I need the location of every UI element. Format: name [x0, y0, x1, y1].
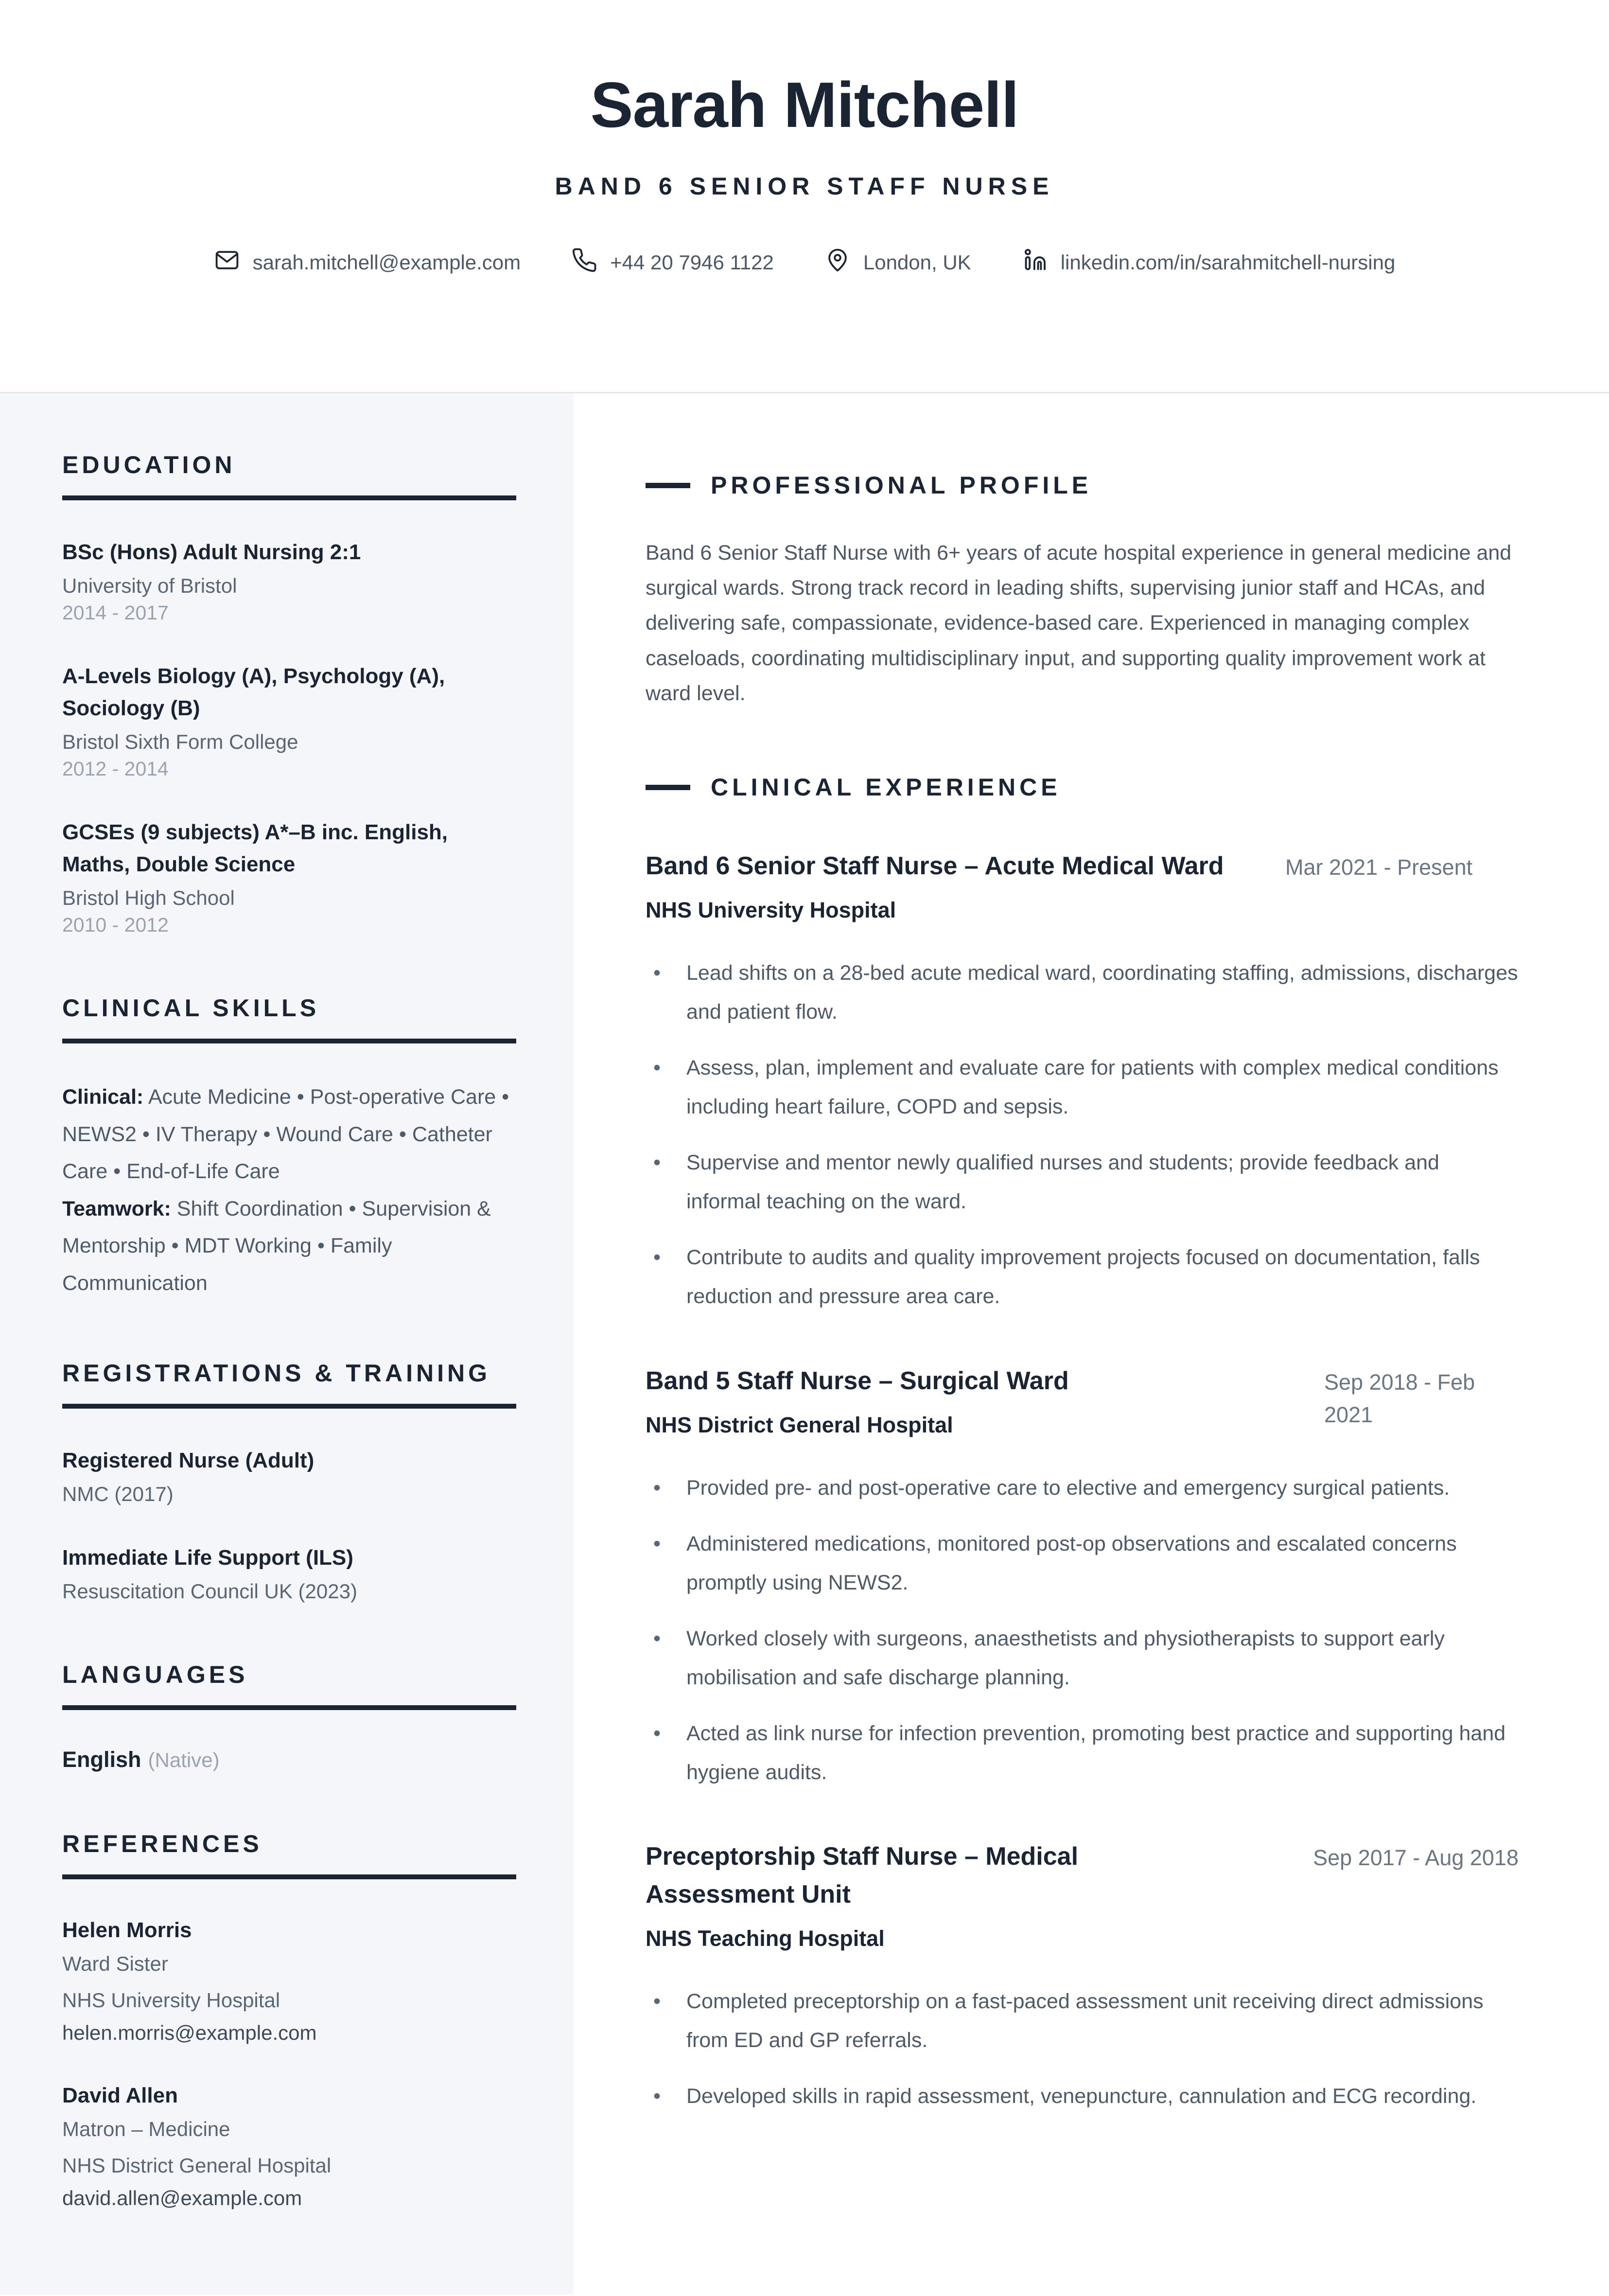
skills-group-teamwork [62, 1190, 516, 1302]
candidate-name: Sarah Mitchell [590, 69, 1019, 141]
section-registrations [62, 1359, 516, 1603]
candidate-title: BAND 6 SENIOR STAFF NURSE [555, 173, 1054, 200]
reference-email: david.allen@example.com [62, 2186, 302, 2209]
contact-location [824, 247, 971, 278]
job-dates: Sep 2018 - Feb 2021 [1324, 1369, 1475, 1428]
job-bullets [646, 1982, 1519, 2116]
job-bullet: • Completed preceptorship on a fast-paced assessment unit receiving direct admissions from ED and GP referrals. [646, 1982, 1519, 2060]
section-education [62, 451, 516, 936]
job-company: NHS District General Hospital [646, 1412, 953, 1437]
education-org: University of Bristol [62, 574, 237, 597]
reference-role: Matron – Medicine [62, 2117, 230, 2140]
job-company: NHS University Hospital [646, 898, 896, 923]
location-pin-icon [824, 247, 851, 278]
registration-org: Resuscitation Council UK (2023) [62, 1580, 357, 1603]
profile-heading: PROFESSIONAL PROFILE [711, 472, 1092, 499]
contact-email [214, 247, 521, 278]
section-rule [62, 1874, 516, 1879]
contact-email-text: sarah.mitchell@example.com [252, 251, 521, 274]
main-column [574, 393, 1609, 2295]
languages-heading: LANGUAGES [62, 1661, 248, 1689]
references-heading: REFERENCES [62, 1830, 262, 1858]
education-title: A-Levels Biology (A), Psychology (A), Sociology (B) [62, 664, 445, 720]
education-dates: 2014 - 2017 [62, 601, 169, 624]
job-bullet: • Provided pre- and post-operative care to elective and emergency surgical patients. [646, 1469, 1519, 1508]
reference-role: Ward Sister [62, 1952, 168, 1976]
section-languages [62, 1660, 516, 1772]
skills-text [62, 1078, 516, 1302]
job-bullet: • Acted as link nurse for infection prevention, promoting best practice and supporting hand hygiene audits. [646, 1714, 1519, 1792]
reference-org: NHS University Hospital [62, 1989, 280, 2012]
section-experience [646, 773, 1519, 2116]
linkedin-icon [1022, 247, 1048, 278]
job-bullet: • Worked closely with surgeons, anaesthetists and physiotherapists to support early mobilisation and safe discharge planning. [646, 1620, 1519, 1697]
phone-icon [571, 247, 597, 278]
reference-email: helen.morris@example.com [62, 2021, 317, 2044]
job-bullet: • Administered medications, monitored post-op observations and escalated concerns promptly using NEWS2. [646, 1525, 1519, 1602]
registration-item [62, 1542, 516, 1603]
section-rule [62, 1404, 516, 1409]
job-entry [646, 1837, 1519, 2116]
education-item [62, 660, 516, 780]
resume-body [0, 393, 1609, 2295]
contact-phone [571, 247, 774, 278]
registration-item [62, 1445, 516, 1506]
contact-location-text: London, UK [863, 251, 971, 274]
language-name: English [62, 1747, 141, 1772]
reference-name: Helen Morris [62, 1918, 192, 1943]
heading-dash [646, 785, 690, 790]
skills-group-clinical [62, 1078, 516, 1190]
resume-header [0, 0, 1609, 393]
job-dates: Sep 2017 - Aug 2018 [1313, 1845, 1519, 1871]
section-clinical-skills [62, 994, 516, 1302]
education-title: BSc (Hons) Adult Nursing 2:1 [62, 540, 361, 564]
job-bullet: • Contribute to audits and quality improvement projects focused on documentation, falls reduction and pressure area care. [646, 1238, 1519, 1316]
education-heading: EDUCATION [62, 451, 236, 478]
sidebar [0, 393, 574, 2295]
job-bullet: • Supervise and mentor newly qualified nurses and students; provide feedback and informal teaching on the ward. [646, 1144, 1519, 1221]
skills-label: Clinical: [62, 1085, 144, 1109]
education-item [62, 536, 516, 624]
job-title-block [646, 1362, 1229, 1438]
profile-text: Band 6 Senior Staff Nurse with 6+ years of acute hospital experience in general medicine and surgical wards. Strong track record in leading shifts, supervising junior staff and HCAs, and delivering safe, compassionate, evidence-based care. Experienced in managing complex caseloads, coordinating multidisciplinary input, and supporting quality improvement work at ward level. [646, 541, 1512, 705]
registration-title: Registered Nurse (Adult) [62, 1448, 315, 1473]
reference-item [62, 1918, 516, 2045]
registration-org: NMC (2017) [62, 1483, 174, 1506]
job-title-block [646, 1837, 1229, 1951]
job-dates: Mar 2021 - Present [1285, 855, 1473, 880]
section-rule [62, 1039, 516, 1043]
job-entry [646, 1362, 1519, 1792]
skills-list: Shift Coordination • Supervision & Mentorship • MDT Working • Family Communication [62, 1197, 491, 1295]
registration-title: Immediate Life Support (ILS) [62, 1546, 353, 1570]
mail-icon [214, 247, 240, 278]
job-bullets [646, 1469, 1519, 1792]
registrations-heading: REGISTRATIONS & TRAINING [62, 1360, 490, 1387]
job-title: Band 5 Staff Nurse – Surgical Ward [646, 1366, 1069, 1395]
job-bullet: • Lead shifts on a 28-bed acute medical ward, coordinating staffing, admissions, discharges and patient flow. [646, 954, 1519, 1031]
job-title: Preceptorship Staff Nurse – Medical Assessment Unit [646, 1842, 1079, 1909]
education-org: Bristol High School [62, 886, 235, 909]
job-head [646, 1362, 1519, 1438]
job-bullet: • Developed skills in rapid assessment, venepuncture, cannulation and ECG recording. [646, 2077, 1519, 2116]
job-head [646, 847, 1519, 923]
job-head [646, 1837, 1519, 1951]
language-item [62, 1747, 516, 1772]
contact-phone-text: +44 20 7946 1122 [610, 251, 774, 274]
education-dates: 2012 - 2014 [62, 758, 169, 780]
experience-heading: CLINICAL EXPERIENCE [711, 774, 1061, 801]
language-level: (Native) [148, 1748, 220, 1772]
reference-item [62, 2084, 516, 2210]
education-title: GCSEs (9 subjects) A*–B inc. English, Maths, Double Science [62, 820, 448, 876]
job-bullets [646, 954, 1519, 1316]
reference-org: NHS District General Hospital [62, 2154, 332, 2177]
experience-heading-row [646, 773, 1519, 801]
job-title: Band 6 Senior Staff Nurse – Acute Medical Ward [646, 852, 1224, 881]
job-company: NHS Teaching Hospital [646, 1926, 885, 1951]
job-entry [646, 847, 1519, 1316]
contact-row [0, 247, 1609, 278]
contact-linkedin [1022, 247, 1396, 278]
contact-linkedin-text: linkedin.com/in/sarahmitchell-nursing [1060, 251, 1396, 274]
reference-name: David Allen [62, 2083, 178, 2107]
skills-label: Teamwork: [62, 1197, 171, 1220]
clinical-skills-heading: CLINICAL SKILLS [62, 994, 320, 1022]
education-item [62, 816, 516, 936]
job-title-block [646, 847, 1229, 923]
education-dates: 2010 - 2012 [62, 914, 169, 936]
job-bullet: • Assess, plan, implement and evaluate care for patients with complex medical conditions including heart failure, COPD and sepsis. [646, 1049, 1519, 1126]
heading-dash [646, 483, 690, 488]
profile-heading-row [646, 471, 1519, 499]
section-rule [62, 495, 516, 500]
section-references [62, 1830, 516, 2210]
skills-list: Acute Medicine • Post-operative Care • NEWS2 • IV Therapy • Wound Care • Catheter Care • End-of-Life Care [62, 1085, 509, 1183]
education-org: Bristol Sixth Form College [62, 730, 298, 753]
section-rule [62, 1705, 516, 1710]
